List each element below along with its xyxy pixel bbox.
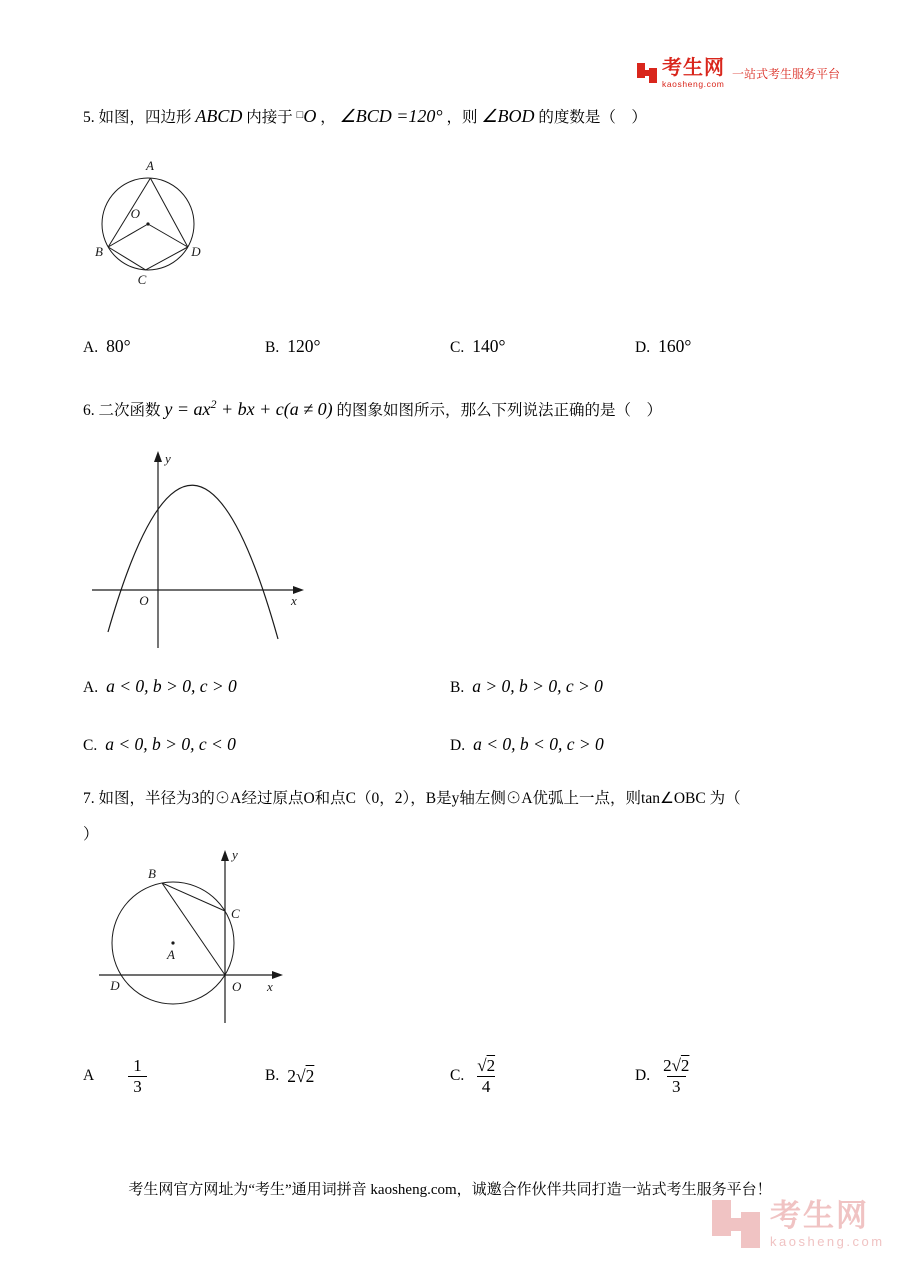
option-label: C.: [83, 737, 98, 754]
fraction: [658, 1056, 694, 1096]
kaosheng-logo: [662, 58, 725, 89]
option-value: [287, 1066, 314, 1087]
q7-option-a: [83, 1052, 147, 1100]
fraction-numerator: 1: [133, 1055, 142, 1075]
option-value: a > 0, b > 0, c > 0: [472, 676, 603, 696]
q5-option-d: [635, 336, 691, 357]
q6-fx-exponent: 2: [210, 397, 217, 411]
q6-fx-pre: y = ax: [164, 399, 211, 419]
radical-sign: √: [295, 1065, 306, 1086]
option-label: D.: [635, 339, 651, 356]
option-value: 160°: [658, 336, 692, 356]
q5-math-circle-o: O: [303, 106, 317, 126]
q6-fx-post: + bx + c(a ≠ 0): [216, 399, 333, 419]
label-origin: O: [232, 979, 242, 994]
question-7-stem-line2: [83, 824, 99, 846]
q5-text-2: 内接于: [246, 109, 293, 126]
option-value: a < 0, b > 0, c > 0: [106, 676, 237, 696]
q7-text-line2: ）: [83, 826, 99, 843]
q6-option-c: [83, 734, 236, 755]
label-a: A: [167, 947, 175, 962]
label-c: C: [231, 906, 240, 921]
watermark-name: 考生网: [770, 1198, 869, 1233]
label-c: C: [137, 272, 147, 287]
q7-option-b: [265, 1052, 314, 1100]
q5-circle-diagram: [90, 152, 208, 297]
q6-option-b: [450, 676, 603, 697]
kaosheng-logo-icon: [637, 63, 657, 83]
radicand: 2: [486, 1055, 496, 1075]
logo-name: 考生网: [662, 57, 725, 79]
q5-option-a: [83, 336, 131, 357]
q5-option-c: [450, 336, 505, 357]
coefficient: 2: [663, 1055, 672, 1075]
q5-math-angle-bcd: ∠BCD =120°: [339, 106, 443, 126]
option-value: 140°: [472, 336, 506, 356]
option-value: 120°: [287, 336, 321, 356]
watermark: [712, 1200, 885, 1248]
radical-sign: √: [477, 1055, 487, 1075]
fraction-numerator: [658, 1056, 694, 1076]
option-value: a < 0, b > 0, c < 0: [105, 734, 236, 754]
option-label: D.: [450, 737, 466, 754]
option-label: B.: [450, 679, 465, 696]
y-axis-arrow: [221, 850, 229, 861]
label-o: O: [130, 206, 140, 221]
option-label: A.: [83, 339, 99, 356]
q5-text-1: 如图，四边形: [98, 109, 192, 126]
option-label: C.: [450, 1067, 465, 1084]
q7-option-d: [635, 1052, 694, 1100]
q5-option-b: [265, 336, 320, 357]
q5-figure: [90, 152, 208, 302]
q5-text-3: ，: [320, 109, 336, 126]
label-a: A: [146, 158, 154, 173]
fraction: [472, 1056, 500, 1096]
option-label: A: [83, 1067, 95, 1084]
label-origin: O: [139, 593, 149, 608]
label-b: B: [95, 244, 103, 259]
q6-figure: [88, 448, 310, 658]
option-label: A.: [83, 679, 99, 696]
center-point-a: [171, 941, 174, 944]
option-value: a < 0, b < 0, c > 0: [473, 734, 604, 754]
label-y: y: [232, 847, 238, 862]
kaosheng-watermark-icon: [712, 1200, 760, 1248]
logo-tagline: 一站式考生服务平台: [732, 66, 841, 81]
q6-text-1: 二次函数: [98, 402, 161, 419]
q5-math-abcd: ABCD: [195, 106, 243, 126]
question-5-stem: [83, 104, 647, 129]
watermark-domain: kaosheng.com: [770, 1234, 885, 1249]
label-b: B: [148, 866, 156, 881]
q7-number: 7.: [83, 790, 95, 807]
fraction-denominator: 4: [477, 1076, 496, 1097]
radicand: 2: [680, 1055, 690, 1075]
q5-number: 5.: [83, 109, 95, 126]
circle-symbol: □: [296, 109, 304, 121]
question-7-stem: [83, 788, 741, 810]
q6-math-function: [164, 399, 332, 419]
y-axis-arrow: [154, 451, 162, 462]
chord-ab: [108, 178, 150, 247]
q7-text-line1: 如图，半径为3的⊙A经过原点O和点C（0，2），B是y轴左侧⊙A优弧上一点，则tan∠OBC 为（: [98, 790, 741, 807]
radicand: 2: [305, 1065, 315, 1086]
q6-option-d: [450, 734, 604, 755]
fraction-denominator: 3: [128, 1076, 147, 1097]
option-label: D.: [635, 1067, 651, 1084]
option-value: 80°: [106, 336, 131, 356]
footer-text: 考生网官方网址为“考生”通用词拼音 kaosheng.com，诚邀合作伙伴共同打造一站式考生服务平台！: [128, 1182, 772, 1198]
option-label: C.: [450, 339, 465, 356]
q6-number: 6.: [83, 402, 95, 419]
fraction-numerator: [472, 1056, 500, 1076]
q6-option-a: [83, 676, 237, 697]
q6-parabola-diagram: [88, 448, 310, 653]
fraction-denominator: 3: [667, 1076, 686, 1097]
option-label: B.: [265, 339, 280, 356]
radius-ob: [108, 224, 148, 247]
option-label: B.: [265, 1067, 280, 1084]
label-d: D: [110, 978, 120, 993]
q7-circle-diagram: [95, 845, 290, 1030]
q5-math-angle-bod: ∠BOD: [481, 106, 535, 126]
q7-option-c: [450, 1052, 500, 1100]
logo-domain: kaosheng.com: [662, 79, 725, 89]
q6-text-2: 的图象如图所示，那么下列说法正确的是（ ）: [336, 402, 663, 419]
label-x: x: [267, 979, 273, 994]
parabola-curve: [108, 485, 278, 639]
fraction: [128, 1056, 147, 1096]
question-6-stem: [83, 396, 662, 422]
coefficient: 2: [287, 1065, 296, 1086]
q5-text-4: ，则: [446, 109, 478, 126]
label-y: y: [165, 451, 171, 466]
site-header: [637, 58, 840, 89]
x-axis-arrow: [272, 971, 283, 979]
q5-text-5: 的度数是（ ）: [538, 109, 647, 126]
label-x: x: [291, 593, 297, 608]
q7-figure: [95, 845, 290, 1035]
label-d: D: [191, 244, 201, 259]
radical-sign: √: [671, 1055, 681, 1075]
chord-bc: [108, 247, 145, 270]
center-point: [146, 222, 149, 225]
watermark-text: [770, 1200, 885, 1248]
